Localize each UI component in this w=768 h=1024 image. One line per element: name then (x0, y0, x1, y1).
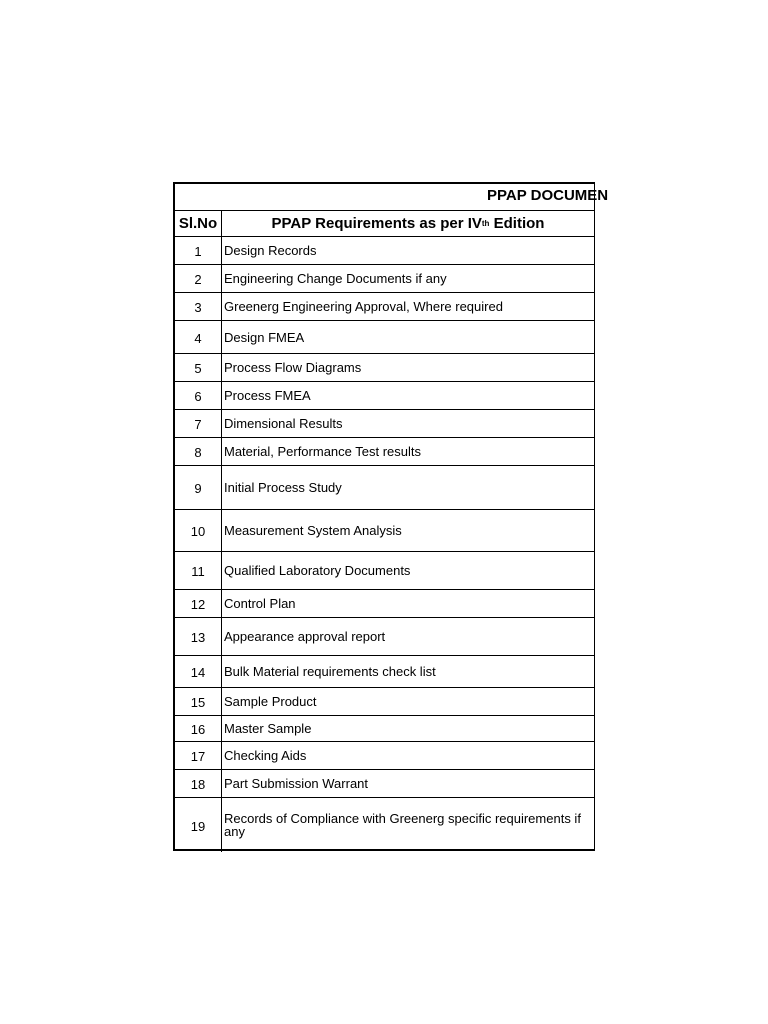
row-number: 6 (175, 382, 222, 409)
table-title: PPAP DOCUMEN (487, 187, 609, 204)
row-requirement: Process Flow Diagrams (224, 360, 362, 375)
row-number: 14 (175, 656, 222, 687)
row-number: 10 (175, 510, 222, 551)
row-requirement: Material, Performance Test results (224, 444, 421, 459)
row-number: 11 (175, 552, 222, 589)
table-row (175, 656, 594, 688)
table-title-row (175, 184, 609, 211)
table-row (175, 466, 594, 510)
table-row (175, 716, 594, 742)
row-number: 16 (175, 716, 222, 741)
row-number: 13 (175, 618, 222, 655)
row-number: 7 (175, 410, 222, 437)
row-number: 5 (175, 354, 222, 381)
row-requirement: Process FMEA (224, 388, 311, 403)
row-requirement: Bulk Material requirements check list (224, 664, 436, 679)
row-requirement: Checking Aids (224, 748, 307, 763)
row-number: 17 (175, 742, 222, 769)
table-row (175, 590, 594, 618)
table-row (175, 618, 594, 656)
row-number: 9 (175, 466, 222, 509)
table-row (175, 438, 594, 466)
row-number: 3 (175, 293, 222, 320)
row-requirement: Appearance approval report (224, 629, 386, 644)
header-requirements-prefix: PPAP Requirements as per IV (271, 215, 482, 232)
table-row (175, 321, 594, 354)
row-number: 18 (175, 770, 222, 797)
header-requirements: PPAP Requirements as per IV th Edition (271, 215, 545, 232)
table-row (175, 798, 594, 852)
row-number: 15 (175, 688, 222, 715)
table-row (175, 688, 594, 716)
row-requirement: Design Records (224, 243, 317, 258)
table-row (175, 510, 594, 552)
table-row (175, 382, 594, 410)
header-sl-no: Sl.No (175, 211, 222, 236)
row-number: 8 (175, 438, 222, 465)
row-number: 12 (175, 590, 222, 617)
row-requirement: Initial Process Study (224, 480, 342, 495)
row-requirement: Engineering Change Documents if any (224, 271, 447, 286)
row-requirement: Greenerg Engineering Approval, Where required (224, 299, 503, 314)
row-requirement: Measurement System Analysis (224, 523, 402, 538)
table-row (175, 410, 594, 438)
row-requirement: Records of Compliance with Greenerg specific requirements if any (224, 811, 581, 839)
ppap-table (173, 182, 609, 851)
table-row (175, 552, 594, 590)
table-row (175, 770, 594, 798)
table-row (175, 354, 594, 382)
table-row (175, 293, 594, 321)
table-row (175, 742, 594, 770)
header-requirements-suffix: Edition (489, 215, 545, 232)
table-row (175, 237, 594, 265)
row-requirement: Sample Product (224, 694, 317, 709)
row-number: 1 (175, 237, 222, 264)
table-body (175, 237, 594, 852)
row-requirement: Dimensional Results (224, 416, 343, 431)
row-requirement: Master Sample (224, 721, 312, 736)
row-number: 4 (175, 321, 222, 353)
table-header-row (175, 211, 594, 237)
row-number: 2 (175, 265, 222, 292)
row-requirement: Design FMEA (224, 329, 305, 345)
row-number: 19 (175, 798, 222, 852)
row-requirement: Qualified Laboratory Documents (224, 563, 411, 578)
row-requirement: Part Submission Warrant (224, 776, 369, 791)
row-requirement: Control Plan (224, 596, 296, 611)
table-row (175, 265, 594, 293)
